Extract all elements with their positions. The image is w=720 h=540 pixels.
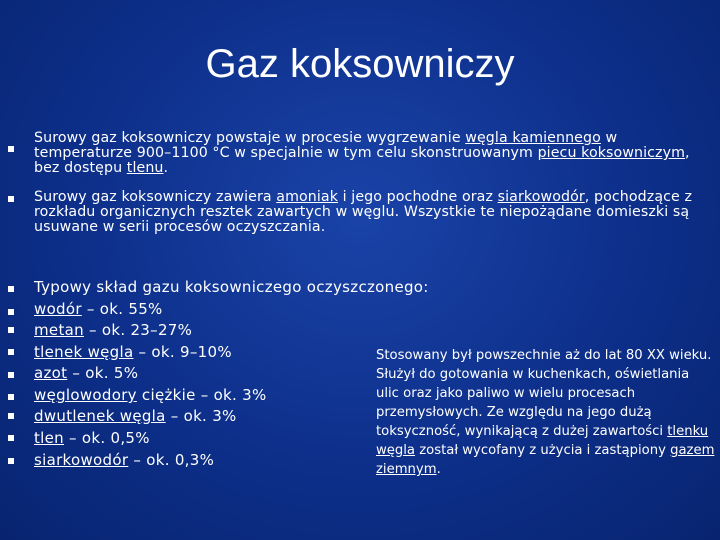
text: w temperaturze 900–1100 °C w specjalnie w tym celu skonstruowanym (34, 130, 618, 161)
link-gazem-ziemnym[interactable]: gazem ziemnym (376, 443, 715, 477)
link-azot[interactable]: azot (34, 364, 68, 382)
link-dwutlenek-wegla[interactable]: dwutlenek węgla (34, 407, 166, 425)
composition-item (34, 364, 138, 382)
text: Surowy gaz koksowniczy powstaje w procesie wygrzewanie (34, 130, 466, 146)
bullet-marker (8, 458, 14, 464)
link-siarkowodor[interactable]: siarkowodór (497, 189, 585, 205)
composition-value: – ok. 55% (81, 300, 163, 318)
paragraph-impurities (34, 190, 706, 235)
bullet-marker (8, 286, 14, 292)
link-metan[interactable]: metan (34, 321, 84, 339)
bullet-marker (8, 327, 14, 333)
bullet-marker (8, 372, 14, 378)
text: i jego pochodne oraz (338, 189, 498, 205)
link-tlenku-wegla[interactable]: tlenku węgla (376, 424, 709, 458)
composition-item (34, 407, 237, 425)
composition-value: – ok. 9–10% (133, 343, 232, 361)
composition-value: – ok. 23–27% (83, 321, 193, 339)
bullet-marker (8, 309, 14, 315)
link-tlen[interactable]: tlen (34, 429, 64, 447)
composition-item (34, 300, 163, 318)
link-piecu-koksowniczym[interactable]: piecu koksowniczym (537, 145, 686, 161)
bullet-marker (8, 435, 14, 441)
composition-item (34, 321, 192, 339)
link-wegla-kamiennego[interactable]: węgla kamiennego (465, 130, 601, 146)
history-note (376, 346, 716, 479)
composition-value: – ok. 0,5% (63, 429, 150, 447)
text: został wycofany z użycia i zastąpiony (415, 443, 671, 458)
composition-item (34, 429, 150, 447)
composition-heading: Typowy skład gazu koksowniczego oczyszczonego: (34, 278, 429, 296)
link-weglowodory[interactable]: węglowodory (34, 386, 137, 404)
text: , pochodzące z rozkładu organicznych resztek zawartych w węglu. Wszystkie te niepożądane domieszki są usuwane w serii procesów oczyszczania. (34, 189, 693, 235)
composition-value: – ok. 5% (67, 364, 139, 382)
composition-value: – ok. 3% (165, 407, 237, 425)
bullet-marker (8, 146, 14, 152)
text: , bez dostępu (34, 145, 690, 176)
page-title: Gaz koksowniczy (205, 42, 515, 86)
text: . (163, 160, 169, 176)
bullet-marker (8, 349, 14, 355)
text: Surowy gaz koksowniczy zawiera (34, 189, 277, 205)
bullet-marker (8, 196, 14, 202)
link-tlenek-wegla[interactable]: tlenek węgla (34, 343, 134, 361)
paragraph-production (34, 131, 706, 176)
text: Stosowany był powszechnie aż do lat 80 XX wieku. Służył do gotowania w kuchenkach, oświetlania ulic oraz jako paliwo w wielu procesach przemysłowych. Ze względu na jego dużą toksyczność, wynikającą z dużej zawartości (376, 348, 712, 439)
composition-value: – ok. 0,3% (128, 451, 215, 469)
composition-item (34, 343, 232, 361)
composition-value: ciężkie – ok. 3% (136, 386, 267, 404)
bullet-marker (8, 413, 14, 419)
link-tlenu[interactable]: tlenu (126, 160, 164, 176)
bullet-marker (8, 394, 14, 400)
text: . (436, 462, 441, 477)
link-wodor[interactable]: wodór (34, 300, 82, 318)
composition-item (34, 386, 267, 404)
composition-item (34, 451, 214, 469)
link-amoniak[interactable]: amoniak (276, 189, 339, 205)
link-siarkowodor-2[interactable]: siarkowodór (34, 451, 129, 469)
